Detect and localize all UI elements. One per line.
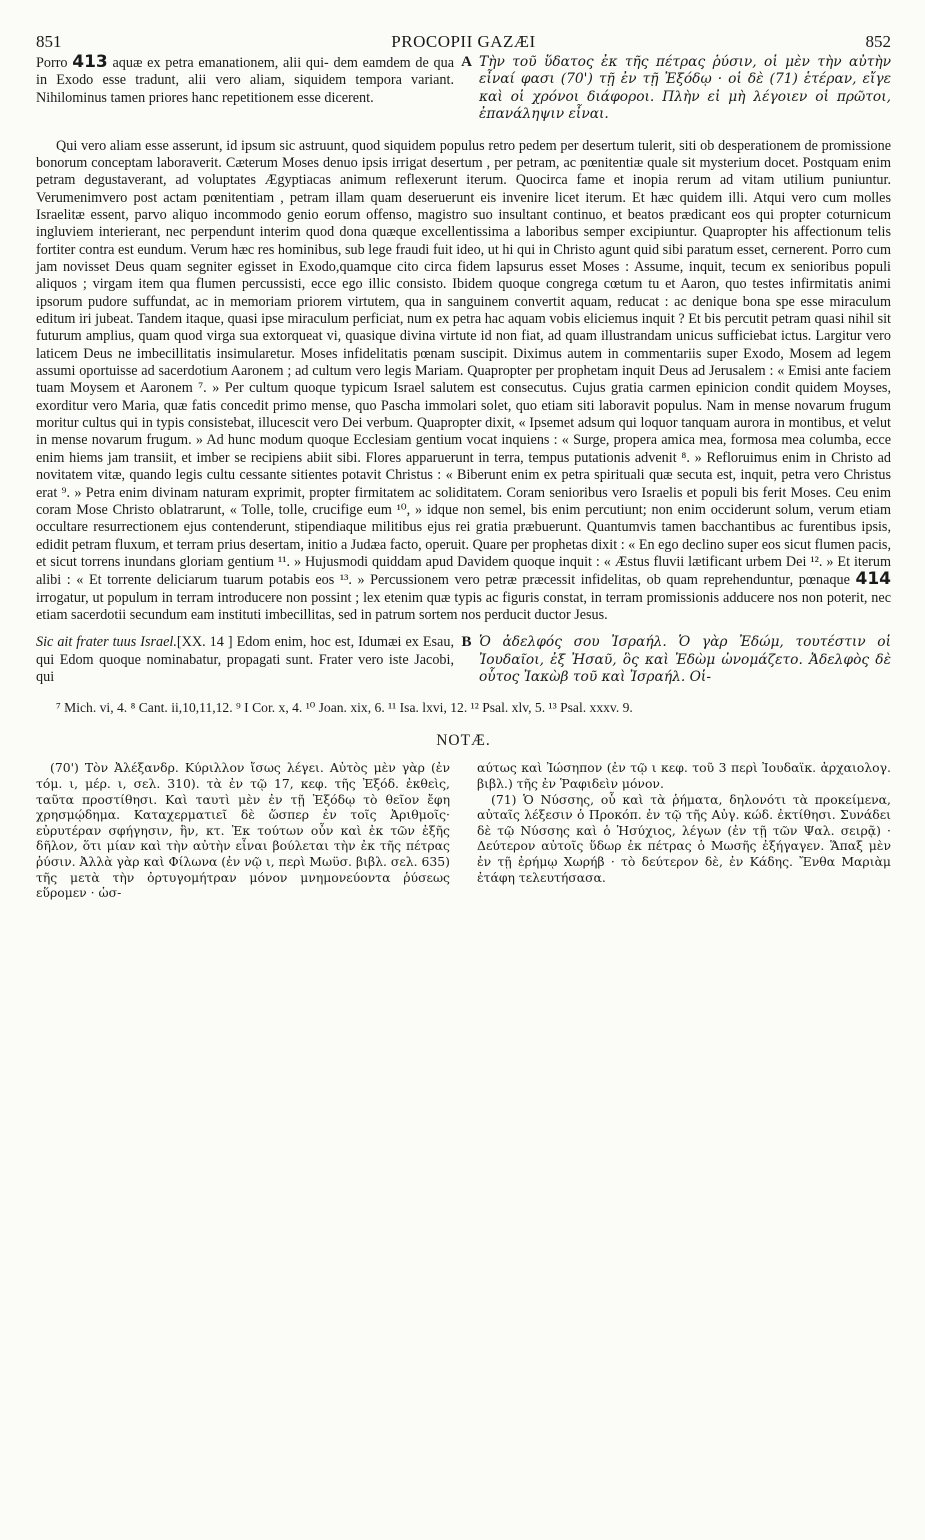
note-71: (71) Ὁ Νύσσης, οὗ καὶ τὰ ῥήματα, δηλονότι τὰ προκείμενα, αὐταῖς λέξεσιν ὁ Προκόπ. ἐν τῷ τῆς Αὐγ. κώδ. ἐκτίθησι. Συνάδει δὲ τῷ Νύσσης καὶ ὁ Ἡσύχιος, λέγων (ἐν τῇ τῶν Ψαλ. σειρᾷ) · Δεύτερον αὐτοῖς ὕδωρ ἐκ πέτρας ὁ Μωσῆς ἐξήγαγεν. Ἅπαξ μὲν ἐν τῇ ἐρήμῳ Χωρήβ · τὸ δεύτερον δὲ, ἐν Κάδης. Ἔνθα Μαριὰμ ἐτάφη τελευτήσασα. (477, 791, 891, 885)
second-latin-column (36, 634, 454, 686)
left-column-number: 851 (36, 32, 62, 51)
top-parallel-text (36, 54, 891, 124)
running-title: PROCOPII GAZÆI (391, 32, 536, 51)
second-parallel-text (36, 634, 891, 686)
top-latin-column (36, 54, 454, 107)
main-text-part-b: irrogatur, ut populum in terram introducere non possint ; lex etenim quæ typis ac figuris constat, in terram promissionis adducere nos non poterit, nec etiam sacerdotii secundum eam instituti imbecillitas, sed in patrum sortem nos perducit ductor Jesus. (36, 589, 891, 623)
second-greek-column: Ὁ ἀδελφός σου Ἰσραήλ. Ὁ γὰρ Ἐδώμ, τουτέστιν οἱ Ἰουδαῖοι, ἐξ Ἠσαῦ, ὃς καὶ Ἐδὼμ ὠνομάζετο. Ἀδελφὸς δὲ οὗτος Ἰακὼβ τοῦ καὶ Ἰσραήλ. Οἱ- (479, 634, 891, 686)
main-latin-text (36, 138, 891, 625)
right-column-number: 852 (865, 32, 891, 51)
lemma: Sic ait frater tuus Israel. (36, 634, 177, 651)
scripture-ref: [XX. 14 ] (176, 634, 233, 651)
second-latin-text: Edom enim, hoc est, Idumæi ex Esau, qui Edom quoque nominabatur, propagati sunt. Frater vero iste Jacobi, qui (36, 634, 454, 686)
latin-word: Porro (36, 55, 68, 71)
top-latin-text: aquæ ex petra emanationem, alii qui- dem eamdem de qua in Exodo esse tradunt, alii vero aliam, siquidem tempora variant. Nihilominus tamen priores hanc repetitionem esse dicerent. (36, 55, 455, 106)
page-marker: 413 (72, 52, 108, 72)
notes-left-column (36, 760, 450, 900)
footnote-references: ⁷ Mich. vi, 4. ⁸ Cant. ii,10,11,12. ⁹ I Cor. x, 4. ¹⁰ Joan. xix, 6. ¹¹ Isa. lxvi, 12. ¹² Psal. xlv, 5. ¹³ Psal. xxxv. 9. (56, 700, 633, 716)
notes-section (36, 760, 891, 900)
main-text-part-a: Qui vero aliam esse asserunt, id ipsum sic astruunt, quod siquidem populus retro pedem per desertum tulerit, siti ob desperationem de promissione bonorum conceptam laboraverit. Cæterum Moses denuo ipsis irrigat desertum , per petram, ac pœnitentiæ quale sit mysterium docet. Postquam enim petram degustaverant, ad voluptates Ægyptiacas animum reflexerunt iterum. Quocirca fame et inopia rerum ad vitam utilium puniuntur. Verumenimvero post actam pœnitentiam , petram illam quam deseruerunt eis invenire licet iterum. Et hæc quidem illi. Atqui vero cum molles Israelitæ essent, parvo aliquo incommodo genio eorum offenso, magistro suo insultant continuo, et beatos prædicant eos qui propter coturnicum ingluviem interierant, nec perpendunt interim quod dona quæque excellentissima a laboribus semper excipiuntur. Quapropter his affectionum telis fortiter contra est eundum. Verum hæc res hominibus, sub lege fraudi fuit ideo, ut hi qui in Christo agunt quid sibi paratum esset, cernerent. Porro cum jam novisset Deus quam segniter egisset in Exodo,quamque cito circa fidem lapsurus esset Moses : Assume, inquit, tecum ex senioribus populi aliquos ; virgam item qua flumen percussisti, ecce ego illic consisto. Ibidem quoque congrega cœtum tu et Aaron, quo testes infirmitatis animi ipsorum pudore suffundat, ac in memoriam priorem virtutem, qua in sanguinem convertit aquam, reducat : ac denique bona spe esse miraculum editum iri jubeat. Tandem itaque, quasi ipse miraculum perficiat, num ex petra hac aquam vobis eliciemus inquit ? Et bis percutit petram quasi nihil sit futurum amplius, quam quod virga sua extorqueat vi, quasique divina virtute id non fiat, ad quam illustrandam unicus sufficiebat ictus. Largitur vero laticem Deus ne imbecillitatis insimularetur. Moses infidelitatis pœnam suscipit. Diximus autem in commentariis super Exodo, Mosem ad legem assumi oportuisse ad sacerdotium Aaronem ; ad cultum vero legis Mariam. Quapropter per prophetam inquit Deus ad Jerusalem : « Emisi ante faciem tuam Moysem et Aaronem ⁷. » Per cultum quoque typicum Israel salutem est consecutus. Cujus gratia carmen epinicion condit quidem Moyses, exorditur vero Maria, quæ fatis concedit primo mense, quo Pascha immolari solet, quo etiam siti laboravit populus. Nam in mense novarum frugum moritur cultus qui in typis consistebat, illucescit vero Dei verbum. Quapropter dixit, « Ipsemet adsum qui loquor tanquam aurora in montibus, et velut in mense novarum frugum. » Ad hunc modum quoque Ecclesiam gentium vocat inquiens : « Surge, propera amica mea, formosa mea columba, ecce enim hiems jam transiit, et imber se recipiens abiit sibi. Flores apparuerunt in terra, tempus putationis advenit ⁸. » Refloruimus enim in Christo ad novitatem vitæ, quando legis cultu cessante sitientes potavit Christus : « Biberunt enim ex petra spirituali quæ secuta est, inquit, petra vero Christus erat ⁹. » Petra enim divinam naturam exprimit, propter firmitatem ac soliditatem. Coram senioribus vero Israelis et populi bis ferit Moses. Ceu enim coram Mose Christo oblatrarunt, « Tolle, tolle, crucifige eum ¹⁰, » idque non semel, bis enim percutiunt; non enim occiderunt solum, verum etiam occultare resurrectionem ejus contenderunt, stipendiaque militibus ejus rei gratia præbuerunt. Quantumvis tamen bacchantibus ac furentibus ipsis, edidit petram fluxum, et terram prius desertam, initio a Judæa facto, operuit. Quare per prophetas dixit : « En ego declino super eos sicut flumen pacis, et sicut torrens inundans gloriam gentium ¹¹. » Hujusmodi quiddam apud Davidem quoque inquit : « Æstus fluvii lætificant urbem Dei ¹². » Et iterum alibi : « Et torrente deliciarum tuarum potabis eos ¹³. » Percussionem vero petræ præcessit infidelitas, ob quam reprehenduntur, pœnaque (36, 137, 891, 589)
note-70: (70') Τὸν Ἀλέξανδρ. Κύριλλον ἴσως λέγει. Αὐτὸς μὲν γὰρ (ἐν τόμ. ι, μέρ. ι, σελ. 310). τὰ ἐν τῷ 17, κεφ. τῆς Ἐξόδ. ἐκθεὶς, ταῦτα προστίθησι. Καὶ ταυτὶ μὲν ἐν τῇ Ἐξόδῳ τὸ θεῖον ἔφη χρησμῴδημα. Καταχερματιεῖ δὲ ὥσπερ ἐν τοῖς Ἀριθμοῖς· εὐρυτέραν σφήγησιν, ἣν, κτ. Ἐκ τούτων οὖν καὶ ἐκ τῶν ἑξῆς δῆλον, ὅτι μίαν καὶ τὴν αὐτὴν εἶναι βούλεται τὴν ἐκ τῆς πέτρας ῥύσιν. Ἀλλὰ γὰρ καὶ Φίλωνα (ἐν νῷ ι, περὶ Μωϋσ. βιβλ. σελ. 635) τῆς μετὰ τὴν ὀρτυγομήτραν μόνον μνημονεύοντα ῥύσεως εὕρομεν · ὡσ- (36, 760, 450, 901)
column-marker-b: B (461, 634, 472, 651)
top-greek-column: Τὴν τοῦ ὕδατος ἐκ τῆς πέτρας ῥύσιν, οἱ μὲν τὴν αὐτὴν εἶναί φασι (70') τῇ ἐν τῇ Ἐξόδῳ · οἱ δὲ (71) ἑτέραν, εἴγε καὶ οἱ χρόνοι διάφοροι. Πλὴν εἰ μὴ λέγοιεν οἱ πρῶτοι, ἐπανάληψιν εἶναι. (479, 54, 891, 123)
column-marker-a: A (461, 54, 472, 70)
notes-right-column (477, 760, 891, 900)
main-paragraph (36, 138, 891, 625)
notes-heading: NOTÆ. (436, 732, 491, 750)
running-header (36, 28, 891, 54)
page-marker-2: 414 (855, 569, 891, 590)
note-70-continued: αύτως καὶ Ἰώσηπον (ἐν τῷ ι κεφ. τοῦ 3 περὶ Ἰουδαϊκ. ἀρχαιολογ. βιβλ.) τῆς ἐν Ῥαφιδεὶν μόνον. (477, 760, 891, 792)
